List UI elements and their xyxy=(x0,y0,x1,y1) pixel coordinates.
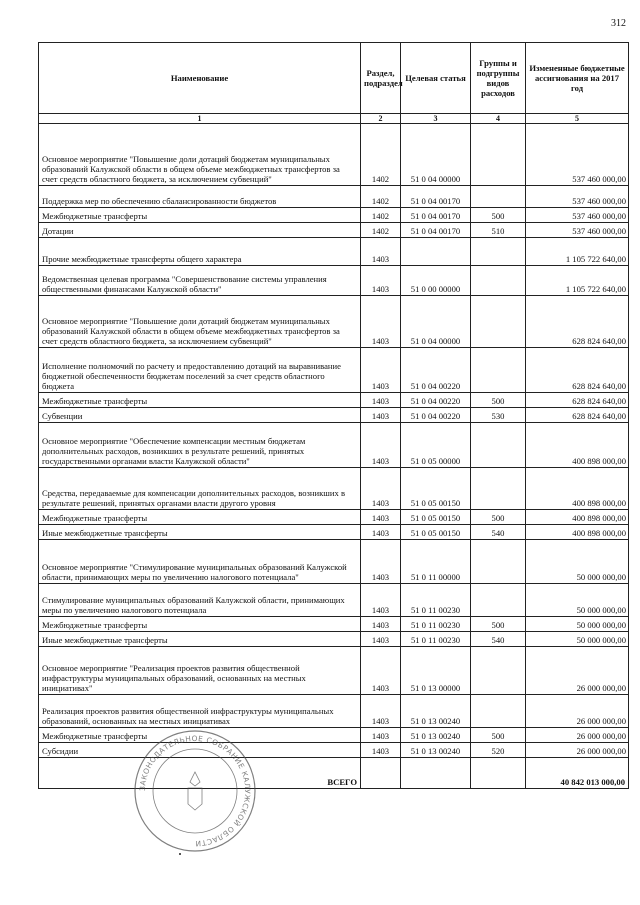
row-name-cell: Межбюджетные трансферты xyxy=(39,728,361,743)
header-row xyxy=(39,43,629,114)
row-name-cell: Межбюджетные трансферты xyxy=(39,617,361,632)
row-amount-cell: 26 000 000,00 xyxy=(526,728,629,743)
row-article-cell: 51 0 13 00240 xyxy=(401,728,471,743)
row-article-cell: 51 0 05 00150 xyxy=(401,525,471,540)
row-amount-cell: 1 105 722 640,00 xyxy=(526,238,629,266)
header-name: Наименование xyxy=(39,43,361,114)
row-section-cell: 1403 xyxy=(361,266,401,296)
row-name-cell: Поддержка мер по обеспечению сбалансированности бюджетов xyxy=(39,186,361,208)
row-section-cell: 1403 xyxy=(361,238,401,266)
row-section-cell: 1403 xyxy=(361,348,401,393)
row-amount-cell: 50 000 000,00 xyxy=(526,540,629,584)
row-section-cell: 1403 xyxy=(361,468,401,510)
table-row xyxy=(39,266,629,296)
table-row xyxy=(39,423,629,468)
row-group-cell xyxy=(471,584,526,617)
row-section-cell: 1403 xyxy=(361,728,401,743)
total-empty-cell xyxy=(361,758,401,789)
row-section-cell: 1402 xyxy=(361,124,401,186)
row-group-cell: 500 xyxy=(471,617,526,632)
row-section-cell: 1403 xyxy=(361,408,401,423)
row-section-cell: 1403 xyxy=(361,525,401,540)
row-group-cell xyxy=(471,468,526,510)
table-row xyxy=(39,238,629,266)
row-article-cell xyxy=(401,238,471,266)
row-amount-cell: 628 824 640,00 xyxy=(526,393,629,408)
row-article-cell: 51 0 04 00220 xyxy=(401,408,471,423)
row-amount-cell: 537 460 000,00 xyxy=(526,124,629,186)
row-name-cell: Основное мероприятие "Реализация проектов развития общественной инфраструктуры муниципальных образований, основанных на местных инициативах" xyxy=(39,647,361,695)
row-amount-cell: 537 460 000,00 xyxy=(526,223,629,238)
table-row xyxy=(39,743,629,758)
row-name-cell: Иные межбюджетные трансферты xyxy=(39,525,361,540)
column-number: 1 xyxy=(39,114,361,124)
row-article-cell: 51 0 11 00000 xyxy=(401,540,471,584)
row-group-cell xyxy=(471,186,526,208)
table-row xyxy=(39,408,629,423)
table-row xyxy=(39,186,629,208)
row-article-cell: 51 0 13 00240 xyxy=(401,695,471,728)
row-section-cell: 1403 xyxy=(361,296,401,348)
row-amount-cell: 400 898 000,00 xyxy=(526,525,629,540)
row-amount-cell: 50 000 000,00 xyxy=(526,584,629,617)
row-name-cell: Стимулирование муниципальных образований Калужской области, принимающих меры по увеличению налогового потенциала xyxy=(39,584,361,617)
row-name-cell: Средства, передаваемые для компенсации дополнительных расходов, возникших в результате решений, принятых органами власти другого уровня xyxy=(39,468,361,510)
row-group-cell xyxy=(471,296,526,348)
column-number: 2 xyxy=(361,114,401,124)
row-name-cell: Основное мероприятие "Стимулирование муниципальных образований Калужской области, принимающих меры по увеличению налогового потенциала" xyxy=(39,540,361,584)
row-group-cell: 500 xyxy=(471,393,526,408)
row-group-cell xyxy=(471,647,526,695)
row-section-cell: 1402 xyxy=(361,223,401,238)
row-amount-cell: 400 898 000,00 xyxy=(526,468,629,510)
row-name-cell: Иные межбюджетные трансферты xyxy=(39,632,361,647)
row-amount-cell: 628 824 640,00 xyxy=(526,296,629,348)
table-row xyxy=(39,525,629,540)
row-section-cell: 1403 xyxy=(361,423,401,468)
row-amount-cell: 537 460 000,00 xyxy=(526,208,629,223)
column-number: 3 xyxy=(401,114,471,124)
row-article-cell: 51 0 00 00000 xyxy=(401,266,471,296)
total-empty-cell xyxy=(471,758,526,789)
row-article-cell: 51 0 04 00170 xyxy=(401,208,471,223)
row-amount-cell: 628 824 640,00 xyxy=(526,408,629,423)
table-row xyxy=(39,632,629,647)
row-amount-cell: 26 000 000,00 xyxy=(526,647,629,695)
total-amount: 40 842 013 000,00 xyxy=(526,758,629,789)
row-section-cell: 1402 xyxy=(361,208,401,223)
table-body xyxy=(39,124,629,758)
stamp-text-path: ЗАКОНОДАТЕЛЬНОЕ СОБРАНИЕ КАЛУЖСКОЙ ОБЛАСТИ xyxy=(137,733,253,849)
row-article-cell: 51 0 05 00000 xyxy=(401,423,471,468)
row-amount-cell: 400 898 000,00 xyxy=(526,510,629,525)
row-article-cell: 51 0 04 00220 xyxy=(401,393,471,408)
table-row xyxy=(39,296,629,348)
row-group-cell xyxy=(471,238,526,266)
table-row xyxy=(39,393,629,408)
row-section-cell: 1403 xyxy=(361,393,401,408)
table-row xyxy=(39,728,629,743)
row-name-cell: Межбюджетные трансферты xyxy=(39,393,361,408)
row-group-cell: 500 xyxy=(471,208,526,223)
row-group-cell xyxy=(471,124,526,186)
row-name-cell: Основное мероприятие "Повышение доли дотаций бюджетам муниципальных образований Калужской области в общем объеме межбюджетных трансфертов за счет средств областного бюджета, за исключением субвенций" xyxy=(39,296,361,348)
budget-table xyxy=(38,42,629,789)
table-row xyxy=(39,617,629,632)
row-group-cell: 510 xyxy=(471,223,526,238)
row-section-cell: 1402 xyxy=(361,186,401,208)
row-section-cell: 1403 xyxy=(361,743,401,758)
row-name-cell: Субсидии xyxy=(39,743,361,758)
row-article-cell: 51 0 11 00230 xyxy=(401,584,471,617)
row-article-cell: 51 0 05 00150 xyxy=(401,510,471,525)
header-article: Целевая статья xyxy=(401,43,471,114)
row-amount-cell: 1 105 722 640,00 xyxy=(526,266,629,296)
row-group-cell: 520 xyxy=(471,743,526,758)
row-article-cell: 51 0 11 00230 xyxy=(401,617,471,632)
row-article-cell: 51 0 13 00000 xyxy=(401,647,471,695)
row-article-cell: 51 0 04 00000 xyxy=(401,296,471,348)
table-row xyxy=(39,468,629,510)
row-section-cell: 1403 xyxy=(361,695,401,728)
row-article-cell: 51 0 04 00170 xyxy=(401,186,471,208)
row-group-cell xyxy=(471,540,526,584)
row-section-cell: 1403 xyxy=(361,510,401,525)
row-section-cell: 1403 xyxy=(361,617,401,632)
row-amount-cell: 26 000 000,00 xyxy=(526,695,629,728)
total-empty-cell xyxy=(401,758,471,789)
table-row xyxy=(39,124,629,186)
row-group-cell xyxy=(471,695,526,728)
row-name-cell: Субвенции xyxy=(39,408,361,423)
table-row xyxy=(39,208,629,223)
total-row xyxy=(39,758,629,789)
row-group-cell xyxy=(471,423,526,468)
table-row xyxy=(39,348,629,393)
row-article-cell: 51 0 04 00220 xyxy=(401,348,471,393)
column-number: 4 xyxy=(471,114,526,124)
header-amount: Измененные бюджетные ассигнования на 2017 год xyxy=(526,43,629,114)
row-group-cell: 540 xyxy=(471,632,526,647)
row-amount-cell: 400 898 000,00 xyxy=(526,423,629,468)
row-article-cell: 51 0 04 00000 xyxy=(401,124,471,186)
table-row xyxy=(39,223,629,238)
table-row xyxy=(39,647,629,695)
row-name-cell: Основное мероприятие "Обеспечение компенсации местным бюджетам дополнительных расходов, возникших в результате решений, принятых государственными органами власти Калужской области" xyxy=(39,423,361,468)
column-number-row xyxy=(39,114,629,124)
row-article-cell: 51 0 13 00240 xyxy=(401,743,471,758)
row-group-cell: 500 xyxy=(471,510,526,525)
row-section-cell: 1403 xyxy=(361,540,401,584)
row-group-cell: 500 xyxy=(471,728,526,743)
table-row xyxy=(39,510,629,525)
ink-dot xyxy=(179,853,181,855)
row-group-cell: 540 xyxy=(471,525,526,540)
row-name-cell: Основное мероприятие "Повышение доли дотаций бюджетам муниципальных образований Калужской области в общем объеме межбюджетных трансфертов за счет средств областного бюджета, за исключением субвенций" xyxy=(39,124,361,186)
header-groups: Группы и подгруппы видов расходов xyxy=(471,43,526,114)
row-article-cell: 51 0 04 00170 xyxy=(401,223,471,238)
page-number: 312 xyxy=(611,18,626,29)
table-row xyxy=(39,695,629,728)
row-section-cell: 1403 xyxy=(361,647,401,695)
row-article-cell: 51 0 11 00230 xyxy=(401,632,471,647)
row-amount-cell: 26 000 000,00 xyxy=(526,743,629,758)
row-section-cell: 1403 xyxy=(361,632,401,647)
row-article-cell: 51 0 05 00150 xyxy=(401,468,471,510)
header-section: Раздел, подраздел xyxy=(361,43,401,114)
row-name-cell: Прочие межбюджетные трансферты общего характера xyxy=(39,238,361,266)
row-amount-cell: 537 460 000,00 xyxy=(526,186,629,208)
row-group-cell xyxy=(471,266,526,296)
table-row xyxy=(39,540,629,584)
total-label: ВСЕГО xyxy=(39,758,361,789)
row-amount-cell: 628 824 640,00 xyxy=(526,348,629,393)
row-group-cell: 530 xyxy=(471,408,526,423)
row-section-cell: 1403 xyxy=(361,584,401,617)
row-name-cell: Межбюджетные трансферты xyxy=(39,208,361,223)
row-name-cell: Ведомственная целевая программа "Совершенствование системы управления общественными финансами Калужской области" xyxy=(39,266,361,296)
row-name-cell: Реализация проектов развития общественной инфраструктуры муниципальных образований, основанных на местных инициативах xyxy=(39,695,361,728)
table-row xyxy=(39,584,629,617)
row-name-cell: Исполнение полномочий по расчету и предоставлению дотаций на выравнивание бюджетной обеспеченности бюджетам поселений за счет средств областного бюджета xyxy=(39,348,361,393)
column-number: 5 xyxy=(526,114,629,124)
row-name-cell: Межбюджетные трансферты xyxy=(39,510,361,525)
row-amount-cell: 50 000 000,00 xyxy=(526,632,629,647)
row-name-cell: Дотации xyxy=(39,223,361,238)
row-group-cell xyxy=(471,348,526,393)
row-amount-cell: 50 000 000,00 xyxy=(526,617,629,632)
